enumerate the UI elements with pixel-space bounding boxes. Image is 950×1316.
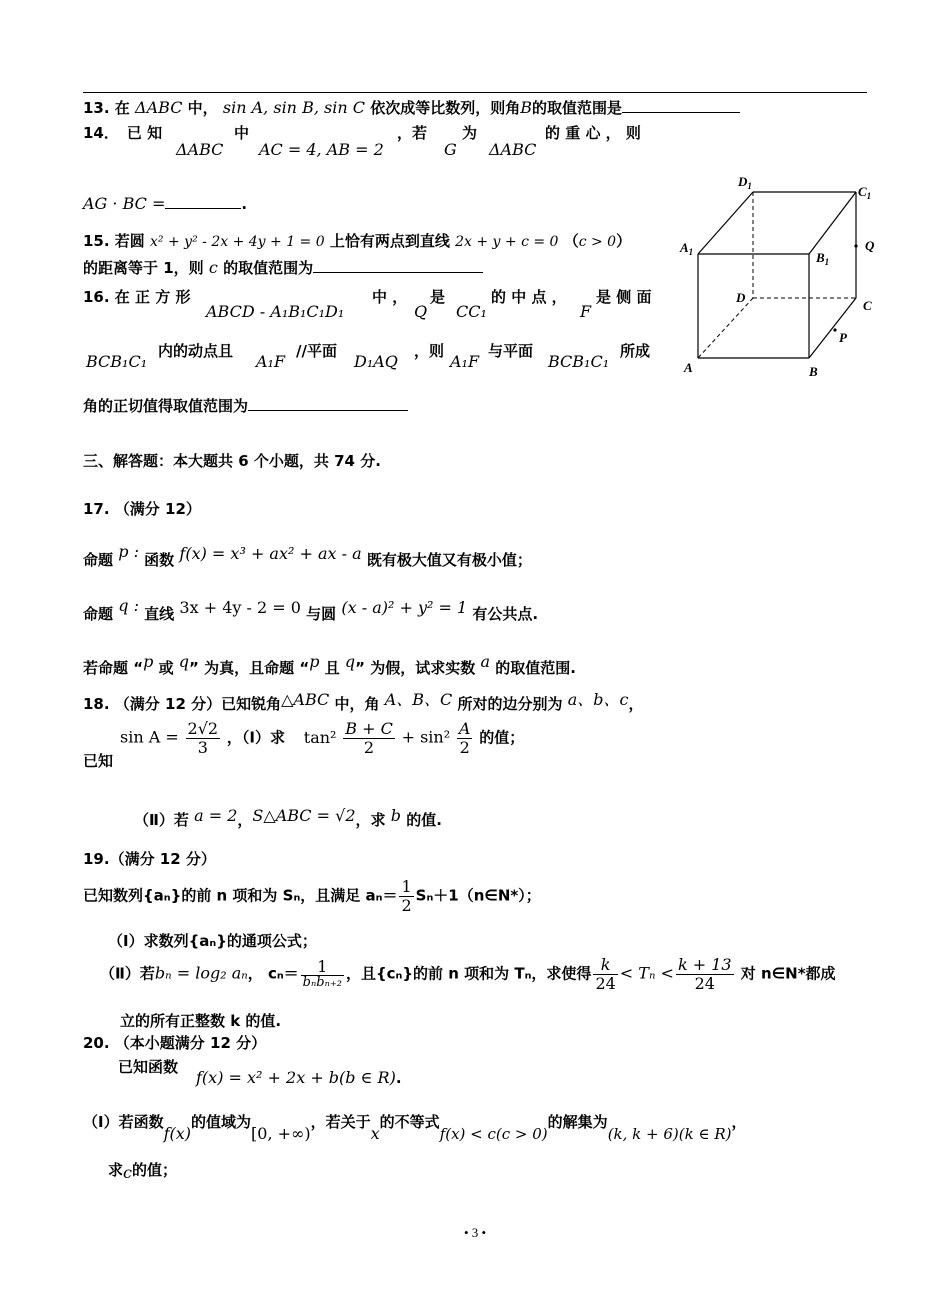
math: sin A, sin B, sin C: [222, 98, 365, 117]
text: ” 为真，且命题 “: [189, 659, 310, 677]
text: 所对的边分别为: [452, 695, 568, 713]
math: q: [178, 652, 190, 671]
question-16-t5: [596, 288, 651, 306]
question-17-header: 17. （满分 12）: [83, 500, 201, 518]
text: 的不等式: [379, 1113, 440, 1131]
math: Q: [414, 302, 428, 321]
page-number: • 3 •: [463, 1225, 487, 1240]
math: ΔABC: [176, 140, 224, 159]
text: 上恰有两点到直线: [324, 232, 456, 250]
question-17-condition: [83, 652, 576, 677]
math: f(x) = x³ + ax² + ax - a: [179, 544, 362, 563]
math: (x - a)² + y² = 1: [341, 598, 468, 617]
math: a: [480, 652, 491, 671]
text: 已知函数: [118, 1058, 179, 1076]
section-title: 三、解答题：本大题共 6 个小题，共 74 分.: [83, 452, 381, 470]
label-q: Q: [865, 238, 875, 253]
question-16-line1a: [83, 288, 190, 306]
question-16-m6: [256, 352, 285, 371]
label-a1: $A_1$: [680, 240, 694, 257]
text: 函数: [138, 551, 180, 569]
question-14-line2: [83, 194, 247, 213]
text: 既有极大值又有极小值；: [361, 551, 532, 569]
question-16-t6: [158, 342, 233, 360]
question-16-m9: [548, 352, 609, 371]
question-16-t4: [491, 288, 567, 306]
text: 有公共点.: [467, 605, 539, 623]
text: ，则: [414, 342, 445, 360]
text: 的取值范围.: [490, 659, 576, 677]
question-16-line3: [83, 396, 408, 415]
text: 且: [319, 659, 345, 677]
label-c1: $C_1$: [858, 184, 872, 201]
denominator: bₙbₙ₊₂: [302, 975, 342, 991]
text: （: [558, 232, 579, 250]
text: 中，角: [329, 695, 385, 713]
math: f(x) = x² + 2x + b(b ∈ R): [196, 1068, 396, 1087]
fraction: [343, 720, 395, 756]
label-p: P: [839, 330, 847, 345]
text: 所成: [620, 342, 651, 360]
point-q: [854, 244, 857, 247]
text: ，: [237, 811, 253, 829]
text: 或: [153, 659, 179, 677]
question-18-header: [83, 690, 644, 713]
text: 的 重 心 ， 则: [545, 124, 641, 142]
text: ，（Ⅰ）求: [226, 728, 285, 747]
numerator: 1: [301, 958, 344, 977]
math: AC = 4, AB = 2: [259, 140, 384, 159]
question-18-formula: [120, 720, 524, 756]
text: 命题: [83, 605, 119, 623]
numerator: A: [458, 719, 471, 738]
math: p: [309, 652, 320, 671]
text: ，若关于: [310, 1113, 371, 1131]
question-16-t9: [488, 342, 533, 360]
text: （Ⅱ）若: [100, 964, 155, 983]
text: 若圆: [109, 232, 151, 250]
question-16-t2: [372, 288, 407, 306]
text: 的值.: [400, 811, 442, 829]
math: [0, +∞): [251, 1124, 311, 1143]
text: （Ⅱ）若: [134, 811, 195, 829]
math: ΔABC: [135, 98, 183, 117]
math: q :: [118, 596, 139, 615]
denominator: 24: [694, 973, 715, 993]
text: 的 中 点 ，: [491, 288, 567, 306]
numerator: k: [593, 956, 617, 975]
math: c: [123, 1163, 132, 1182]
math: (k, k + 6)(k ∈ R): [607, 1125, 732, 1143]
edge: [809, 192, 856, 254]
denominator: 2: [459, 737, 470, 757]
text: 内的动点且: [158, 342, 234, 360]
denominator: 2: [401, 895, 412, 915]
math: CC₁: [456, 302, 487, 321]
numerator: 2√2: [187, 719, 219, 738]
point-p: [833, 328, 836, 331]
question-19-header: 19.（满分 12 分）: [83, 850, 216, 868]
label-a: A: [684, 360, 693, 375]
math: △ABC: [281, 690, 330, 709]
question-18-known: 已知: [83, 752, 114, 770]
text: Sₙ＋1（n∈N*）；: [415, 886, 541, 905]
denominator: 24: [595, 973, 616, 993]
text: 命题: [83, 551, 119, 569]
label-b1: $B_1$: [816, 250, 830, 267]
answer-blank[interactable]: [622, 98, 740, 113]
math: 2x + y + c = 0: [455, 234, 559, 250]
math: a、b、c: [567, 690, 629, 709]
question-14-number: [83, 124, 162, 142]
fraction: [593, 956, 617, 992]
question-16-m8: [450, 352, 479, 371]
question-19-line1: [83, 878, 541, 914]
text: 中: [234, 124, 250, 142]
text: 的距离等于 1，则: [83, 259, 209, 277]
text: 的取值范围为: [217, 259, 314, 277]
question-20-part1: [83, 1112, 747, 1143]
question-14-text2: [397, 124, 427, 142]
question-13: [83, 98, 740, 117]
text: ，若: [397, 124, 428, 142]
question-19-part2: [100, 956, 836, 992]
text: ，且{cₙ}的前 n 项和为 Tₙ，求使得: [345, 964, 592, 983]
question-17-p: [83, 542, 532, 569]
question-number: 14．: [83, 124, 119, 142]
question-18-part2: [134, 806, 442, 829]
question-20-header: 20. （本小题满分 12 分）: [83, 1034, 267, 1052]
denominator: 2: [363, 737, 375, 757]
math: p: [143, 652, 154, 671]
math: x² + y² - 2x + 4y + 1 = 0: [150, 234, 325, 250]
fraction: [399, 878, 413, 914]
math: A₁F: [450, 352, 480, 371]
question-17-q: [83, 596, 538, 623]
text: 已知数列{aₙ}的前 n 项和为 Sₙ，且满足 aₙ＝: [83, 886, 398, 905]
question-19-part1: （Ⅰ）求数列{aₙ}的通项公式；: [108, 932, 317, 950]
text: 的值；: [479, 728, 525, 747]
question-number: 15.: [83, 232, 110, 250]
math: A、B、C: [384, 690, 453, 709]
math: x: [370, 1124, 380, 1143]
text: 在 正 方 形: [109, 288, 191, 306]
text: 与平面: [488, 342, 534, 360]
text: 是 侧 面: [596, 288, 652, 306]
math: c: [208, 258, 218, 277]
text: 直线: [138, 605, 180, 623]
fraction: [301, 958, 344, 991]
question-14-math2: [259, 140, 384, 159]
text: （Ⅰ）若函数: [83, 1113, 164, 1131]
question-number: 16.: [83, 288, 110, 306]
question-14-math1: [176, 140, 223, 159]
question-19-part2-end: 立的所有正整数 k 的值.: [120, 1012, 282, 1030]
question-number: 13.: [83, 99, 110, 117]
math: BCB₁C₁: [548, 352, 610, 371]
math: AG · BC =: [83, 194, 166, 213]
numerator: k + 13: [677, 955, 732, 974]
fraction: [186, 720, 221, 756]
text: ）: [616, 232, 632, 250]
question-16-m7: [354, 352, 398, 371]
label-b: B: [809, 364, 818, 379]
text: ， cₙ＝: [247, 964, 299, 983]
question-14-math4: [489, 140, 536, 159]
math: D₁AQ: [354, 352, 398, 371]
math: f(x) < c(c > 0): [439, 1125, 548, 1143]
text: ，: [731, 1113, 747, 1131]
question-15-line2: [83, 258, 483, 277]
question-16-m4: [580, 302, 591, 321]
header-rule: [83, 92, 867, 93]
math: B: [520, 98, 532, 117]
math: < Tₙ <: [619, 963, 674, 983]
label-d: D: [736, 290, 746, 305]
fraction: [676, 956, 734, 992]
question-14-text3: [462, 124, 477, 142]
text: 角的正切值得取值范围为: [83, 397, 249, 415]
math: S△ABC = √2: [252, 806, 356, 825]
label-d1: $D_1$: [738, 174, 752, 191]
cube-figure: [676, 170, 886, 385]
math: ΔABC: [489, 140, 537, 159]
question-16-t10: [620, 342, 650, 360]
answer-blank[interactable]: [165, 194, 241, 209]
question-14-text: [234, 124, 249, 142]
text: 的值；: [131, 1161, 177, 1179]
question-16-m2: [414, 302, 427, 321]
math: ABCD - A₁B₁C₁D₁: [206, 302, 345, 321]
question-16-t3: [430, 288, 445, 306]
text: 对 n∈N*都成: [735, 964, 836, 983]
text: 中，: [182, 99, 218, 117]
question-16-t8: [414, 342, 444, 360]
math: q: [344, 652, 356, 671]
math: F: [580, 302, 592, 321]
question-20-line1: [118, 1058, 178, 1076]
question-14-text4: [545, 124, 641, 142]
math: G: [444, 140, 457, 159]
question-16-m5: [86, 352, 147, 371]
math: f(x): [163, 1124, 192, 1143]
text: 与圆: [300, 605, 342, 623]
text: 18. （满分 12 分）已知锐角: [83, 695, 282, 713]
text: 的取值范围是: [531, 99, 622, 117]
question-16-m1: [206, 302, 344, 321]
text: //平面: [296, 342, 337, 360]
question-14-math3: [444, 140, 457, 159]
denominator: 3: [197, 737, 208, 757]
math: bₙ = log₂ aₙ: [154, 963, 248, 983]
math: BCB₁C₁: [86, 352, 148, 371]
text: 为: [462, 124, 478, 142]
question-20-line1-math: [196, 1068, 402, 1087]
text: ，求: [355, 811, 391, 829]
text: 已 知: [126, 124, 163, 142]
text: ” 为假，试求实数: [355, 659, 481, 677]
text: 求: [108, 1161, 124, 1179]
answer-blank[interactable]: [313, 258, 483, 273]
math: tan²: [303, 727, 337, 747]
text: .: [395, 1069, 402, 1087]
answer-blank[interactable]: [248, 396, 408, 411]
math: + sin²: [401, 727, 451, 747]
math: p :: [118, 542, 139, 561]
math: 3x + 4y - 2 = 0: [179, 598, 301, 617]
question-20-part1-end: [108, 1160, 177, 1182]
numerator: B + C: [345, 719, 393, 738]
text: 若命题 “: [83, 659, 144, 677]
fraction: [457, 720, 473, 756]
text: 的解集为: [547, 1113, 608, 1131]
numerator: 1: [401, 877, 412, 896]
question-16-m3: [456, 302, 487, 321]
question-15: [83, 232, 631, 251]
edge: [698, 192, 753, 254]
hidden-edge: [698, 298, 753, 358]
math: A₁F: [256, 352, 286, 371]
math: c > 0: [578, 234, 617, 250]
text: ，: [628, 695, 644, 713]
text: .: [241, 195, 248, 213]
math: sin A =: [120, 727, 179, 747]
text: 中 ，: [372, 288, 408, 306]
text: 是: [430, 288, 446, 306]
question-16-t7: [296, 342, 337, 360]
text: 依次成等比数列，则角: [370, 99, 521, 117]
math: b: [390, 806, 401, 825]
edge: [809, 298, 856, 358]
math: a = 2: [194, 806, 238, 825]
text: 的值域为: [191, 1113, 252, 1131]
label-c: C: [863, 298, 872, 313]
text: 在: [109, 99, 136, 117]
